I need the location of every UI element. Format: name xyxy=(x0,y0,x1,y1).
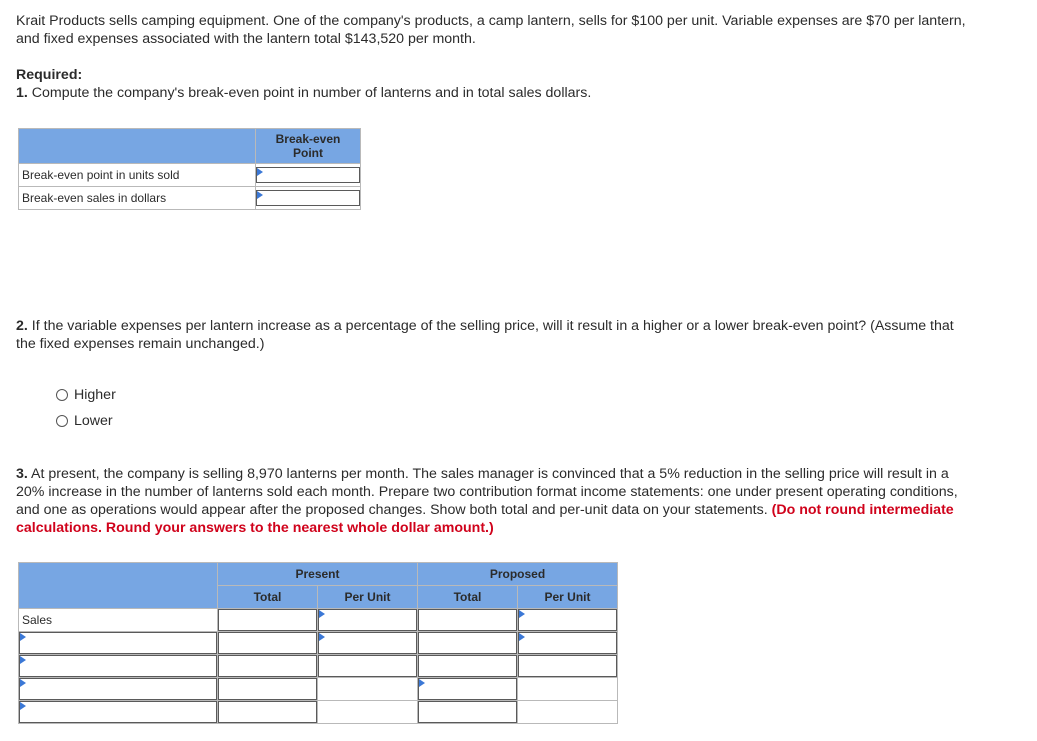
input-marker-icon xyxy=(519,633,525,641)
radio-label: Lower xyxy=(74,413,113,429)
row-label-sales: Sales xyxy=(19,609,218,632)
header-present-per-unit: Per Unit xyxy=(318,586,418,609)
value-cell xyxy=(218,632,318,655)
question-3-number: 3. xyxy=(16,466,28,482)
input-marker-icon xyxy=(257,191,263,199)
sales-present-per-unit-cell xyxy=(318,609,418,632)
value-cell xyxy=(318,632,418,655)
question-3-instruction: (Do not round intermediate calculations. Round your answers to the nearest whole dollar amount.) xyxy=(16,502,954,536)
value-cell xyxy=(218,678,318,701)
radio-circle-icon[interactable] xyxy=(56,415,68,427)
input-marker-icon xyxy=(319,633,325,641)
table-row xyxy=(19,164,361,187)
input-marker-icon xyxy=(419,679,425,687)
input-marker-icon xyxy=(519,610,525,618)
sales-present-per-unit-input[interactable] xyxy=(319,610,416,630)
sales-present-total-cell xyxy=(218,609,318,632)
value-cell xyxy=(518,655,618,678)
value-cell xyxy=(518,632,618,655)
breakeven-sales-input[interactable] xyxy=(257,191,359,205)
value-input[interactable] xyxy=(219,633,316,653)
question-1-text: Compute the company's break-even point in number of lanterns and in total sales dollars. xyxy=(31,85,592,101)
value-input[interactable] xyxy=(519,633,616,653)
row-label-cell xyxy=(19,678,218,701)
radio-label: Higher xyxy=(74,387,116,403)
empty-cell xyxy=(518,701,618,724)
input-marker-icon xyxy=(20,702,26,710)
sales-proposed-total-cell xyxy=(418,609,518,632)
value-input[interactable] xyxy=(519,656,616,676)
value-cell xyxy=(318,655,418,678)
row-label: Break-even point in units sold xyxy=(19,164,256,187)
empty-cell xyxy=(318,701,418,724)
row-label-cell xyxy=(19,701,218,724)
value-cell xyxy=(418,655,518,678)
input-marker-icon xyxy=(319,610,325,618)
value-input[interactable] xyxy=(419,679,516,699)
table-row xyxy=(19,701,618,724)
break-even-table xyxy=(18,128,361,210)
value-input[interactable] xyxy=(219,656,316,676)
value-input[interactable] xyxy=(319,633,416,653)
table2-corner xyxy=(19,563,218,609)
table-row xyxy=(19,678,618,701)
value-input[interactable] xyxy=(419,702,516,722)
row-label-cell xyxy=(19,632,218,655)
value-input[interactable] xyxy=(219,702,316,722)
table-row xyxy=(19,655,618,678)
row-label-input[interactable] xyxy=(20,679,216,699)
table1-corner xyxy=(19,129,256,164)
value-input[interactable] xyxy=(219,679,316,699)
breakeven-units-cell xyxy=(256,164,361,187)
question-3-text: At present, the company is selling 8,970 lanterns per month. The sales manager is convinced that a 5% reduction in the selling price will result in a 20% increase in the number of lanterns sold each month. Prepare two contribution format income statements: one under present operating conditions, and one as operations would appear after the proposed changes. Show both total and per-unit data on your statements. xyxy=(16,466,958,518)
sales-present-total-input[interactable] xyxy=(219,610,316,630)
header-present: Present xyxy=(218,563,418,586)
question-3 xyxy=(16,465,976,537)
radio-higher[interactable] xyxy=(56,387,116,403)
table-row xyxy=(19,187,361,210)
required-label: Required: xyxy=(16,67,83,83)
empty-cell xyxy=(518,678,618,701)
income-statement-table xyxy=(18,562,618,724)
header-proposed-total: Total xyxy=(418,586,518,609)
radio-lower[interactable] xyxy=(56,413,113,429)
value-input[interactable] xyxy=(419,656,516,676)
input-marker-icon xyxy=(20,633,26,641)
row-label-input[interactable] xyxy=(20,656,216,676)
row-label-cell xyxy=(19,655,218,678)
sales-proposed-per-unit-input[interactable] xyxy=(519,610,616,630)
radio-circle-icon[interactable] xyxy=(56,389,68,401)
question-1 xyxy=(16,84,976,102)
empty-cell xyxy=(318,678,418,701)
breakeven-units-input[interactable] xyxy=(257,168,359,182)
question-2-number: 2. xyxy=(16,318,28,334)
intro-text: Krait Products sells camping equipment. One of the company's products, a camp lantern, sells for $100 per unit. Variable expenses are $70 per lantern, and fixed expenses associated with the lantern total $143,520 per month. xyxy=(16,13,966,47)
input-marker-icon xyxy=(20,679,26,687)
header-proposed: Proposed xyxy=(418,563,618,586)
table-row xyxy=(19,609,618,632)
question-1-number: 1. xyxy=(16,85,28,101)
value-cell xyxy=(418,678,518,701)
question-2-text: If the variable expenses per lantern increase as a percentage of the selling price, will it result in a higher or a lower break-even point? (Assume that the fixed expenses remain unchanged.) xyxy=(16,318,954,352)
input-marker-icon xyxy=(257,168,263,176)
sales-proposed-total-input[interactable] xyxy=(419,610,516,630)
value-cell xyxy=(218,655,318,678)
table1-header: Break-even Point xyxy=(256,129,361,164)
value-cell xyxy=(418,632,518,655)
table-row xyxy=(19,632,618,655)
breakeven-sales-cell xyxy=(256,187,361,210)
value-cell xyxy=(218,701,318,724)
value-input[interactable] xyxy=(319,656,416,676)
value-cell xyxy=(418,701,518,724)
header-present-total: Total xyxy=(218,586,318,609)
question-2 xyxy=(16,317,976,353)
sales-proposed-per-unit-cell xyxy=(518,609,618,632)
row-label-input[interactable] xyxy=(20,633,216,653)
value-input[interactable] xyxy=(419,633,516,653)
row-label: Break-even sales in dollars xyxy=(19,187,256,210)
row-label-input[interactable] xyxy=(20,702,216,722)
header-proposed-per-unit: Per Unit xyxy=(518,586,618,609)
input-marker-icon xyxy=(20,656,26,664)
